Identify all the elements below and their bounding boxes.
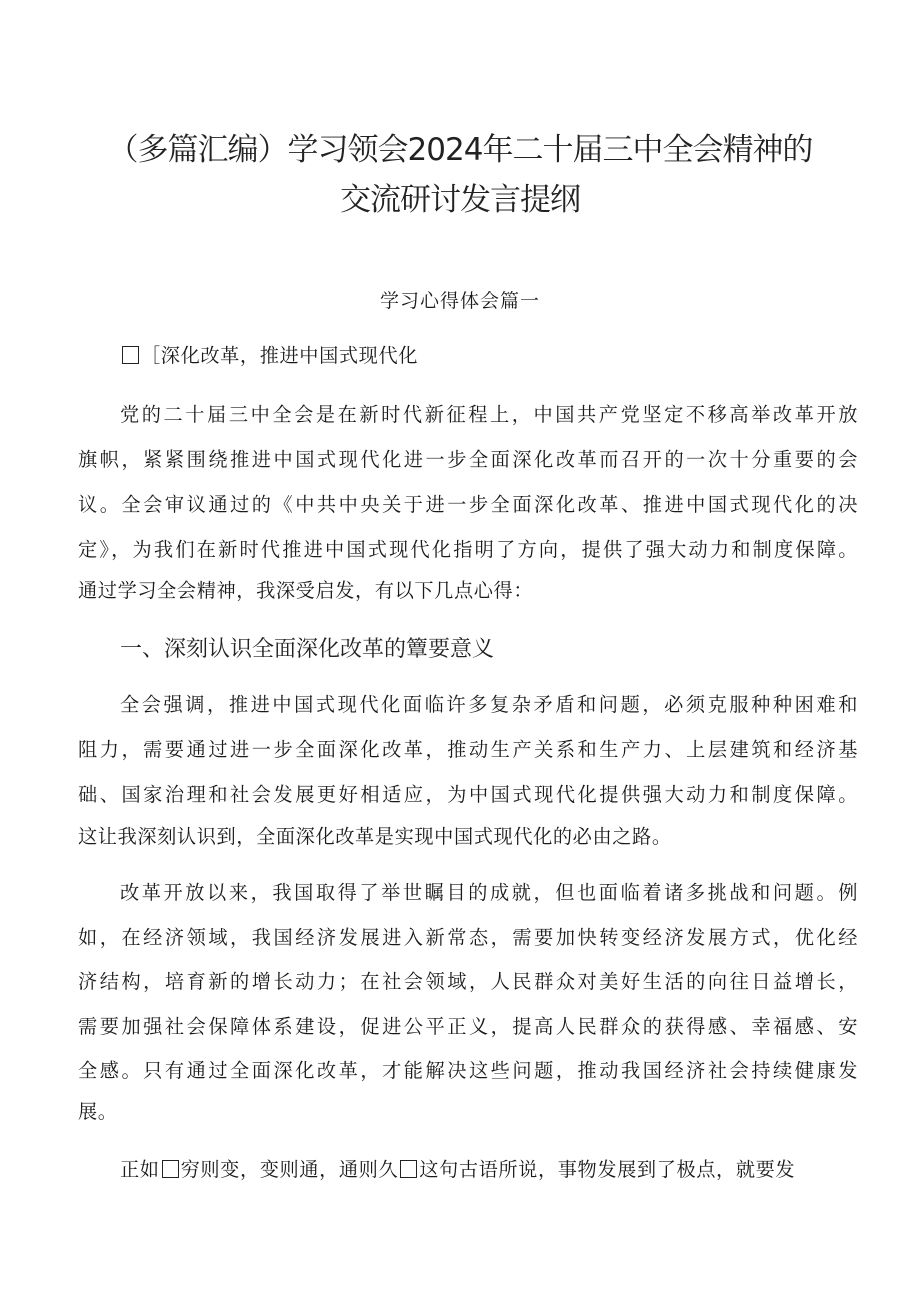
para4-line-1: [120, 1157, 795, 1183]
para4-text-b: 穷则变，变则通，通则久: [180, 1158, 399, 1181]
document-title-line-2: 交流研讨发言提纲: [340, 182, 580, 218]
para4-text-a: 正如: [120, 1158, 160, 1181]
missing-glyph-box: [400, 1160, 417, 1178]
topic-line: [120, 343, 418, 369]
para3-line-1: 改革开放以来，我国取得了举世瞩目的成就，但也面临着诸多挑战和问题。例: [120, 881, 858, 904]
para1-line-5: 通过学习全会精神，我深受启发，有以下几点心得：: [78, 579, 534, 602]
document-title-line-1: （多篇汇编）学习领会2024年二十届三中全会精神的: [107, 132, 813, 168]
para2-line-3: 础、国家治理和社会发展更好相适应，为中国式现代化提供强大动力和制度保障。: [78, 783, 858, 806]
para2-line-4: 这让我深刻认识到，全面深化改革是实现中国式现代化的必由之路。: [78, 825, 672, 848]
para2-line-1: 全会强调，推进中国式现代化面临许多复杂矛盾和问题，必须克服种种困难和: [120, 693, 858, 716]
para1-line-1: 党的二十届三中全会是在新时代新征程上，中国共产党坚定不移高举改革开放: [120, 403, 858, 426]
section-1-heading: 一、深刻认识全面深化改革的簟要意义: [120, 637, 495, 662]
para1-line-3: 议。全会审议通过的《中共中央关于进一步全面深化改革、推进中国式现代化的决: [78, 493, 858, 516]
para4-text-c: 这句古语所说，事物发展到了极点，就要发: [419, 1158, 796, 1181]
missing-glyph-box: [122, 346, 139, 364]
para3-line-2: 如，在经济领域，我国经济发展进入新常态，需要加快转变经济发展方式，优化经: [78, 926, 858, 949]
para1-line-2: 旗帜，紧紧围绕推进中国式现代化进一步全面深化改革而召开的一次十分重要的会: [78, 448, 858, 471]
missing-glyph-box: [162, 1160, 179, 1178]
section-subtitle: 学习心得体会篇一: [379, 290, 540, 312]
para3-line-3: 济结构，培育新的增长动力；在社会领域，人民群众对美好生活的向往日益增长，: [78, 970, 858, 993]
para3-line-4: 需要加强社会保障体系建设，促进公平正义，提高人民群众的获得感、幸福感、安: [78, 1015, 858, 1038]
para3-line-6: 展。: [78, 1100, 118, 1123]
para3-line-5: 全感。只有通过全面深化改革，才能解决这些问题，推动我国经济社会持续健康发: [78, 1059, 858, 1082]
para2-line-2: 阻力，需要通过进一步全面深化改革，推动生产关系和生产力、上层建筑和经济基: [78, 738, 858, 761]
para1-line-4: 定》，为我们在新时代推进中国式现代化指明了方向，提供了强大动力和制度保障。: [78, 538, 858, 561]
topic-text: ［深化改革，推进中国式现代化: [141, 344, 419, 367]
